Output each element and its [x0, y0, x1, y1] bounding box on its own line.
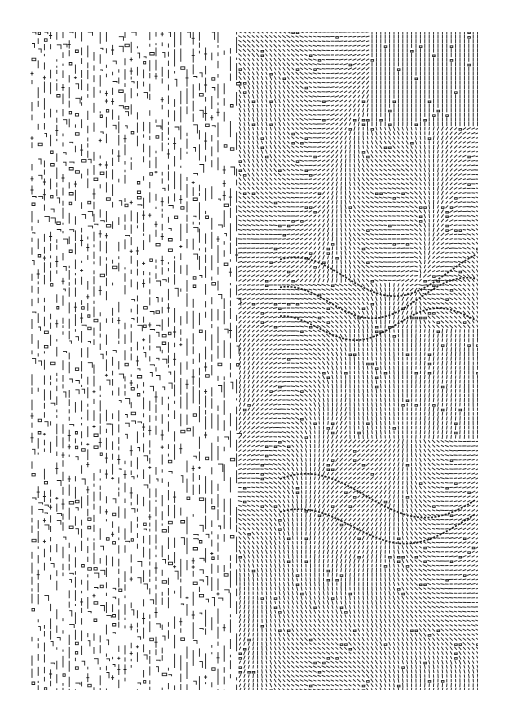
- pattern-strokes: [31, 32, 479, 690]
- glyph-pattern-artwork: [30, 32, 478, 690]
- stroke-field: [31, 32, 479, 690]
- wave-ridge: [280, 474, 476, 518]
- pattern-canvas: [30, 32, 478, 690]
